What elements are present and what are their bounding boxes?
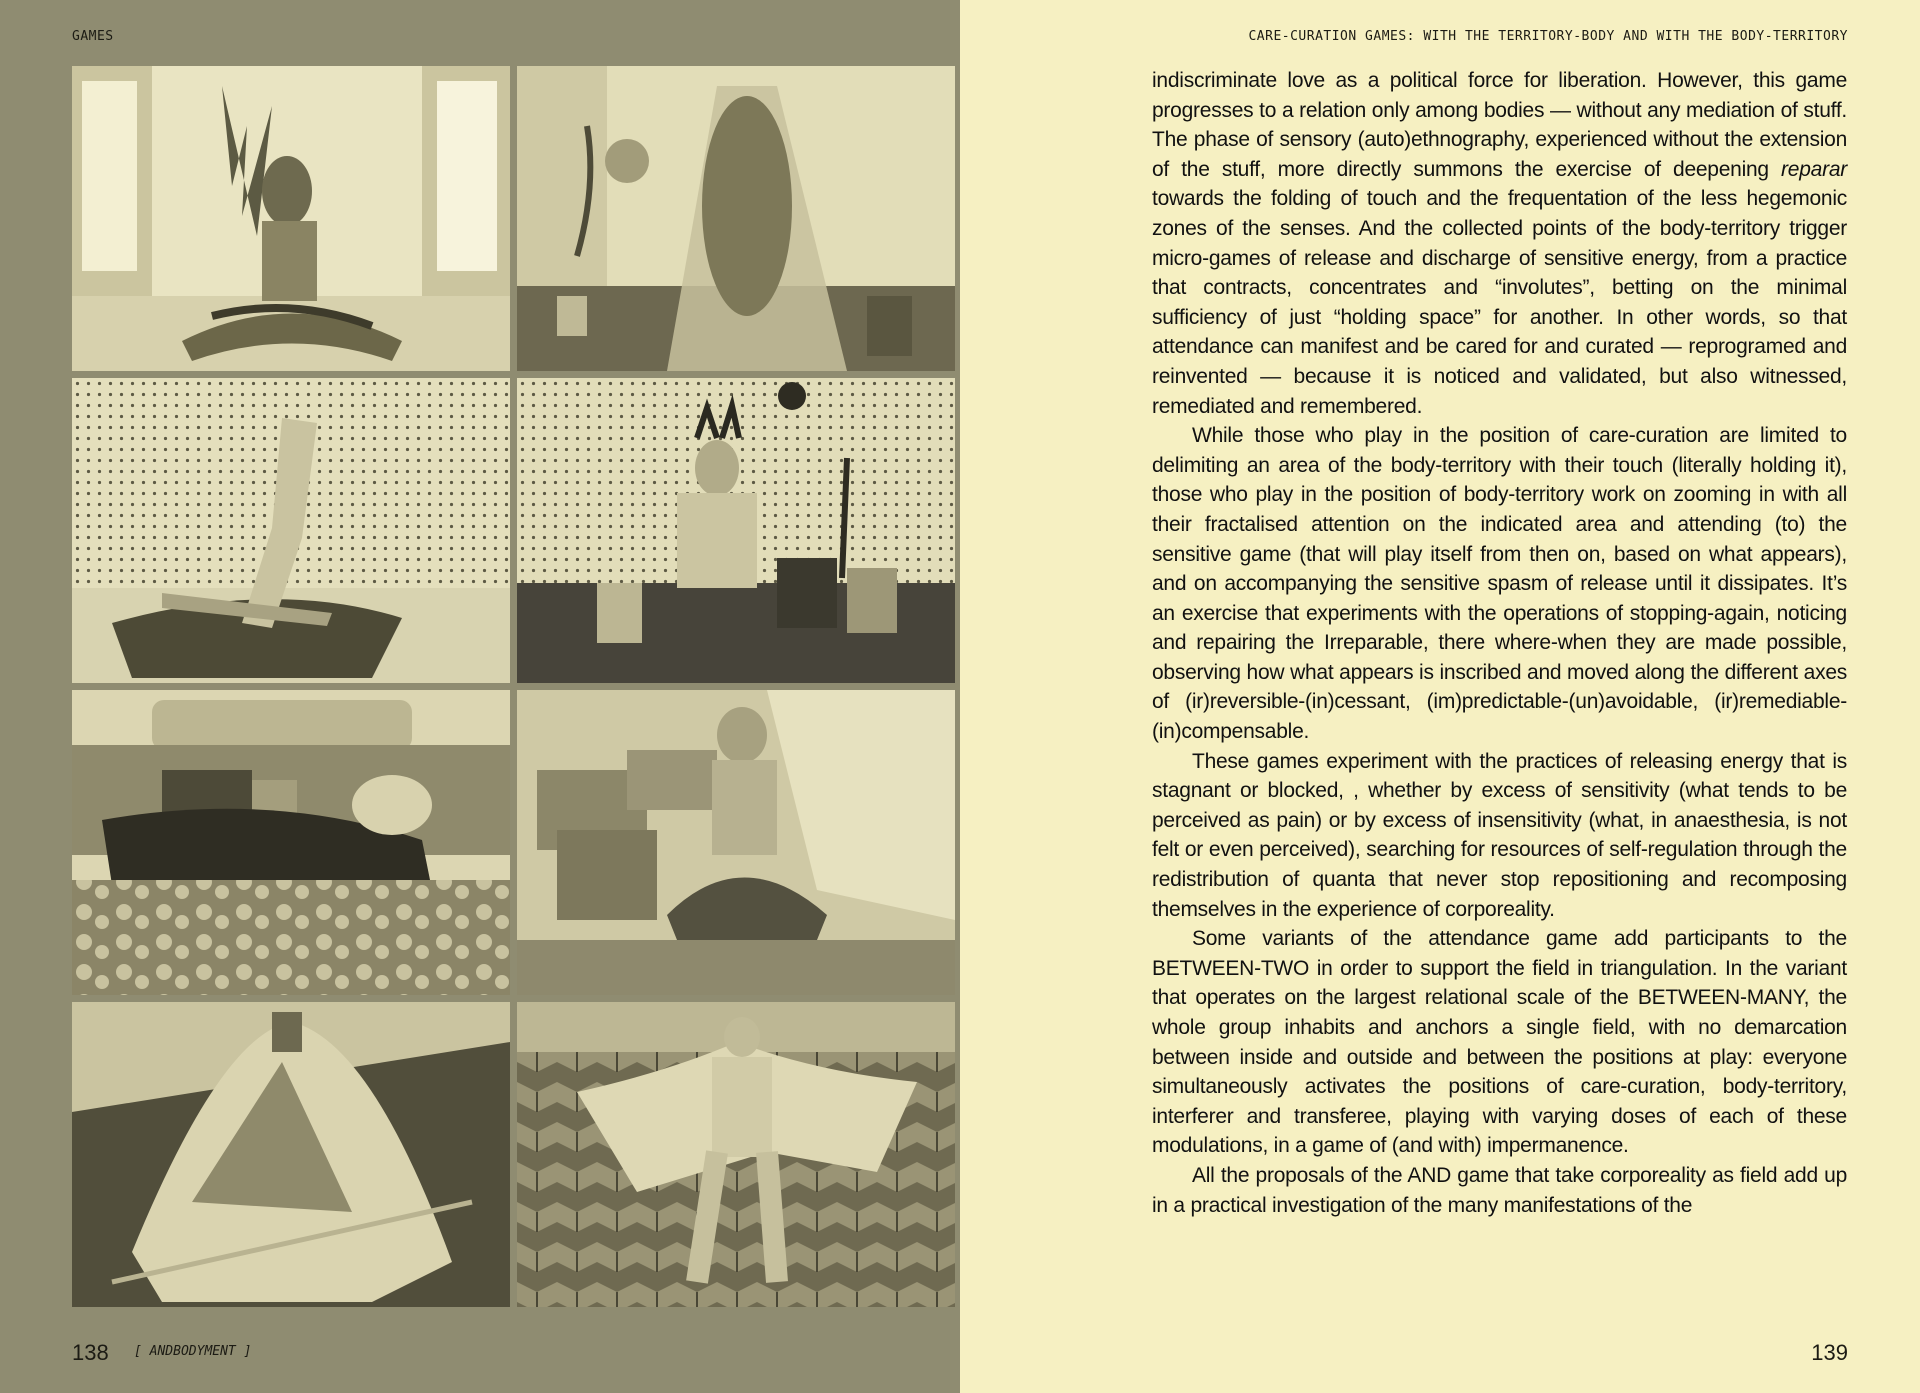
body-text — [1152, 66, 1847, 1220]
photo-figure-with-bunny-ears — [517, 378, 955, 683]
running-head-left: GAMES — [72, 29, 114, 44]
photo-figure-reclining-sofa — [72, 690, 510, 995]
running-head-right: CARE-CURATION GAMES: WITH THE TERRITORY-BODY AND WITH THE BODY-TERRITORY — [1248, 29, 1848, 44]
photo-figure-on-lace-tiled-floor — [517, 1002, 955, 1307]
italic-term: reparar — [1781, 157, 1847, 181]
photo-grid — [72, 66, 955, 1306]
paragraph-5: All the proposals of the AND game that take corporeality as field add up in a practical investigation of the many manifestations of the — [1152, 1163, 1847, 1217]
book-title: [ ANDBODYMENT ] — [134, 1344, 252, 1359]
photo-seated-figure-foliage — [72, 66, 510, 371]
photo-figure-seated-foam-blocks — [517, 690, 955, 995]
page-number-left: 138 — [72, 1340, 109, 1365]
photo-figure-on-foil — [72, 1002, 510, 1307]
page-number-right: 139 — [1811, 1340, 1848, 1365]
photo-plants-in-tulle — [517, 66, 955, 371]
paragraph-4: Some variants of the attendance game add participants to the BETWEEN-TWO in order to support the field in triangulation. In the variant that operates on the largest relational scale of the BETWEEN-MANY, the whole group inhabits and anchors a single field, with no demarcation between inside and outside and between the positions at play: everyone simultaneously activates the positions of care-curation, body-territory, interferer and transferee, playing with varying doses of each of these modulations, in a game of (and with) impermanence. — [1152, 927, 1847, 1158]
paragraph-2: While those who play in the position of care-curation are limited to delimiting an area of the body-territory with their touch (literally holding it), those who play in the position of body-territory work on zooming in with all their fractalised attention on the indicated area and attending (to) the sensitive game (that will play itself from then on, based on what appears), and on accompanying the sensitive spasm of release until it dissipates. It’s an exercise that experiments with the operations of stopping-again, noticing and repairing the Irreparable, there where-when they are made possible, observing how what appears is inscribed and moved along the different axes of (ir)reversible-(in)cessant, (im)predictable-(un)avoidable, (ir)remediable-(in)compensable. — [1152, 424, 1847, 744]
paragraph-1: indiscriminate love as a political force for liberation. However, this game progresses to a relation only among bodies — without any mediation of stuff. The phase of sensory (auto)ethnography, experienced without the extension of the stuff, more directly summons the exercise of deepening reparar towards the folding of touch and the frequentation of the less hegemonic zones of the senses. And the collected points of the body-territory trigger micro-games of release and discharge of sensitive energy, from a practice that contracts, concentrates and “involutes”, betting on the minimal sufficiency of just “holding space” for another. In other words, so that attendance can manifest and be cared for and curated — reprogramed and reinvented — because it is noticed and validated, but also witnessed, remediated and remembered. — [1152, 69, 1847, 418]
paragraph-3: These games experiment with the practices of releasing energy that is stagnant or blocked, , whether by excess of sensitivity (what tends to be perceived as pain) or by excess of insensitivity (what, in anaesthesia, is not felt or even perceived), searching for resources of self-regulation through the redistribution of quanta that never stop repositioning and recomposing themselves in the experience of corporeality. — [1152, 749, 1847, 921]
photo-figure-perforated-wall — [72, 378, 510, 683]
